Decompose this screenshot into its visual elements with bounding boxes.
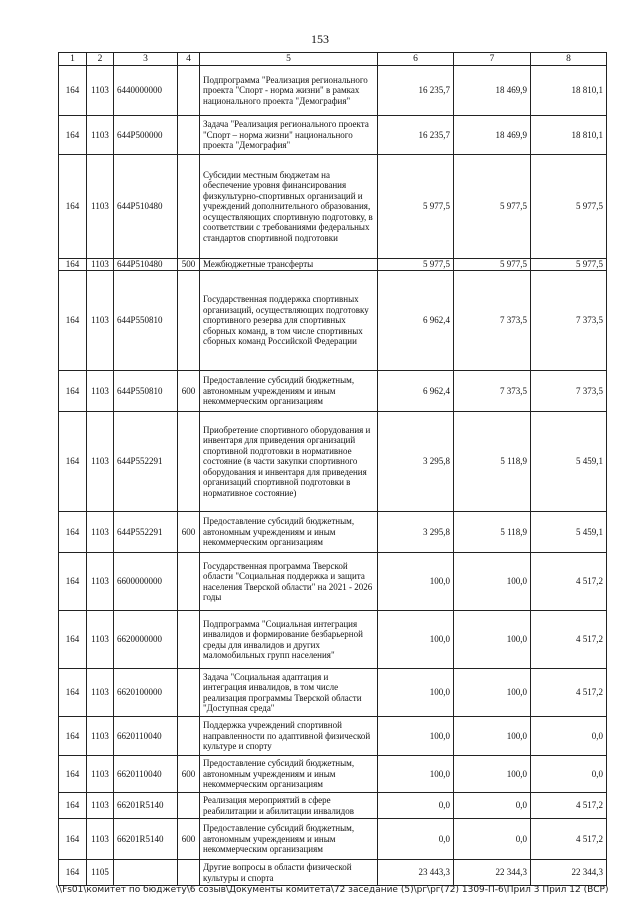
table-row [59, 271, 607, 371]
table-row [59, 717, 607, 756]
amount-year2-cell: 100,0 [454, 717, 531, 756]
column-number: 2 [87, 53, 114, 66]
agency-code-cell: 164 [59, 512, 87, 553]
amount-year1-cell: 3 295,8 [378, 512, 454, 553]
amount-year2-cell: 5 118,9 [454, 512, 531, 553]
description-cell: Государственная программа Тверской области "Социальная поддержка и защита населения Тверской области" на 2021 - 2026 годы [200, 553, 378, 611]
section-code-cell: 1105 [87, 860, 114, 886]
amount-year1-cell: 5 977,5 [378, 155, 454, 259]
section-code-cell: 1103 [87, 412, 114, 512]
target-article-cell: 6620110040 [114, 717, 178, 756]
amount-year1-cell: 0,0 [378, 819, 454, 860]
section-code-cell: 1103 [87, 271, 114, 371]
amount-year1-cell: 6 962,4 [378, 371, 454, 412]
amount-year2-cell: 100,0 [454, 611, 531, 669]
amount-year2-cell: 100,0 [454, 669, 531, 717]
target-article-cell: 644Р510480 [114, 259, 178, 271]
target-article-cell: 66201R5140 [114, 819, 178, 860]
column-number: 1 [59, 53, 87, 66]
description-cell: Субсидии местным бюджетам на обеспечение уровня финансирования физкультурно-спортивных организаций и учреждений дополнительного образования, осуществляющих спортивную подготовку, в соответствии с требованиями федеральных стандартов спортивной подготовки [200, 155, 378, 259]
target-article-cell: 6620000000 [114, 611, 178, 669]
amount-year3-cell: 5 977,5 [531, 155, 607, 259]
target-article-cell: 644Р550810 [114, 271, 178, 371]
amount-year2-cell: 100,0 [454, 553, 531, 611]
amount-year3-cell: 7 373,5 [531, 271, 607, 371]
agency-code-cell: 164 [59, 860, 87, 886]
amount-year1-cell: 100,0 [378, 611, 454, 669]
table-row [59, 553, 607, 611]
target-article-cell: 644Р500000 [114, 116, 178, 155]
table-row [59, 371, 607, 412]
page-number: 153 [311, 32, 329, 46]
description-cell: Приобретение спортивного оборудования и инвентаря для приведения организаций спортивной подготовки в нормативное состояние (в части закупки спортивного оборудования и инвентаря для приведения организаций спортивной подготовки в нормативное состояние) [200, 412, 378, 512]
expense-type-cell [178, 717, 200, 756]
amount-year3-cell: 7 373,5 [531, 371, 607, 412]
file-path-footer: \\Fs01\комитет по бюджету\6 созыв\Документы комитета\72 заседание (5)\рг\рг(72) 1309-П-6\Прил 3 Прил 12 (ВСР) [56, 885, 609, 895]
section-code-cell: 1103 [87, 819, 114, 860]
amount-year1-cell: 0,0 [378, 793, 454, 819]
expense-type-cell [178, 66, 200, 116]
amount-year2-cell: 22 344,3 [454, 860, 531, 886]
section-code-cell: 1103 [87, 717, 114, 756]
table-row [59, 512, 607, 553]
description-cell: Подпрограмма "Социальная интеграция инвалидов и формирование безбарьерной среды для инвалидов и других маломобильных групп населения" [200, 611, 378, 669]
expense-type-cell [178, 271, 200, 371]
amount-year1-cell: 100,0 [378, 756, 454, 793]
agency-code-cell: 164 [59, 756, 87, 793]
amount-year2-cell: 18 469,9 [454, 66, 531, 116]
agency-code-cell: 164 [59, 116, 87, 155]
table-row [59, 860, 607, 886]
description-cell: Государственная поддержка спортивных организаций, осуществляющих подготовку спортивного резерва для спортивных сборных команд, в том числе спортивных сборных команд Российской Федерации [200, 271, 378, 371]
expense-type-cell [178, 412, 200, 512]
description-cell: Предоставление субсидий бюджетным, автономным учреждениям и иным некоммерческим организациям [200, 819, 378, 860]
expense-type-cell [178, 793, 200, 819]
description-cell: Предоставление субсидий бюджетным, автономным учреждениям и иным некоммерческим организациям [200, 756, 378, 793]
section-code-cell: 1103 [87, 756, 114, 793]
amount-year1-cell: 100,0 [378, 553, 454, 611]
amount-year2-cell: 7 373,5 [454, 271, 531, 371]
target-article-cell: 6620110040 [114, 756, 178, 793]
target-article-cell: 6600000000 [114, 553, 178, 611]
agency-code-cell: 164 [59, 793, 87, 819]
section-code-cell: 1103 [87, 793, 114, 819]
expense-type-cell [178, 155, 200, 259]
amount-year3-cell: 4 517,2 [531, 669, 607, 717]
target-article-cell: 66201R5140 [114, 793, 178, 819]
agency-code-cell: 164 [59, 412, 87, 512]
budget-table [58, 52, 607, 886]
expense-type-cell: 500 [178, 259, 200, 271]
amount-year2-cell: 5 977,5 [454, 259, 531, 271]
expense-type-cell [178, 669, 200, 717]
agency-code-cell: 164 [59, 66, 87, 116]
column-number: 3 [114, 53, 178, 66]
amount-year2-cell: 18 469,9 [454, 116, 531, 155]
amount-year3-cell: 4 517,2 [531, 819, 607, 860]
description-cell: Предоставление субсидий бюджетным, автономным учреждениям и иным некоммерческим организациям [200, 512, 378, 553]
expense-type-cell: 600 [178, 371, 200, 412]
section-code-cell: 1103 [87, 66, 114, 116]
column-number: 7 [454, 53, 531, 66]
expense-type-cell: 600 [178, 756, 200, 793]
agency-code-cell: 164 [59, 717, 87, 756]
amount-year3-cell: 5 977,5 [531, 259, 607, 271]
target-article-cell [114, 860, 178, 886]
table-row [59, 819, 607, 860]
column-number: 5 [200, 53, 378, 66]
amount-year1-cell: 3 295,8 [378, 412, 454, 512]
section-code-cell: 1103 [87, 155, 114, 259]
amount-year3-cell: 18 810,1 [531, 66, 607, 116]
amount-year2-cell: 5 977,5 [454, 155, 531, 259]
agency-code-cell: 164 [59, 669, 87, 717]
target-article-cell: 644Р552291 [114, 512, 178, 553]
amount-year2-cell: 5 118,9 [454, 412, 531, 512]
column-number-row [59, 53, 607, 66]
description-cell: Поддержка учреждений спортивной направленности по адаптивной физической культуре и спорту [200, 717, 378, 756]
description-cell: Подпрограмма "Реализация регионального проекта "Спорт - норма жизни" в рамках национального проекта "Демография" [200, 66, 378, 116]
amount-year3-cell: 4 517,2 [531, 553, 607, 611]
expense-type-cell [178, 116, 200, 155]
table-row [59, 155, 607, 259]
expense-type-cell [178, 860, 200, 886]
agency-code-cell: 164 [59, 259, 87, 271]
table-row [59, 669, 607, 717]
amount-year1-cell: 6 962,4 [378, 271, 454, 371]
expense-type-cell: 600 [178, 512, 200, 553]
section-code-cell: 1103 [87, 371, 114, 412]
amount-year2-cell: 7 373,5 [454, 371, 531, 412]
table-row [59, 412, 607, 512]
target-article-cell: 6620100000 [114, 669, 178, 717]
section-code-cell: 1103 [87, 259, 114, 271]
amount-year2-cell: 100,0 [454, 756, 531, 793]
target-article-cell: 644Р552291 [114, 412, 178, 512]
expense-type-cell [178, 611, 200, 669]
amount-year3-cell: 0,0 [531, 756, 607, 793]
agency-code-cell: 164 [59, 611, 87, 669]
table-row [59, 66, 607, 116]
description-cell: Другие вопросы в области физической культуры и спорта [200, 860, 378, 886]
amount-year3-cell: 22 344,3 [531, 860, 607, 886]
agency-code-cell: 164 [59, 155, 87, 259]
description-cell: Межбюджетные трансферты [200, 259, 378, 271]
section-code-cell: 1103 [87, 611, 114, 669]
description-cell: Предоставление субсидий бюджетным, автономным учреждениям и иным некоммерческим организациям [200, 371, 378, 412]
amount-year1-cell: 100,0 [378, 669, 454, 717]
amount-year1-cell: 16 235,7 [378, 116, 454, 155]
amount-year3-cell: 0,0 [531, 717, 607, 756]
section-code-cell: 1103 [87, 512, 114, 553]
section-code-cell: 1103 [87, 116, 114, 155]
expense-type-cell: 600 [178, 819, 200, 860]
target-article-cell: 6440000000 [114, 66, 178, 116]
amount-year3-cell: 4 517,2 [531, 611, 607, 669]
amount-year2-cell: 0,0 [454, 793, 531, 819]
amount-year1-cell: 100,0 [378, 717, 454, 756]
agency-code-cell: 164 [59, 271, 87, 371]
section-code-cell: 1103 [87, 669, 114, 717]
amount-year2-cell: 0,0 [454, 819, 531, 860]
description-cell: Задача "Реализация регионального проекта "Спорт – норма жизни" национального проекта "Демография" [200, 116, 378, 155]
expense-type-cell [178, 553, 200, 611]
agency-code-cell: 164 [59, 371, 87, 412]
target-article-cell: 644Р550810 [114, 371, 178, 412]
target-article-cell: 644Р510480 [114, 155, 178, 259]
table-body [59, 53, 607, 886]
table-row [59, 259, 607, 271]
column-number: 4 [178, 53, 200, 66]
table-row [59, 116, 607, 155]
amount-year3-cell: 4 517,2 [531, 793, 607, 819]
amount-year1-cell: 23 443,3 [378, 860, 454, 886]
table-row [59, 611, 607, 669]
amount-year3-cell: 5 459,1 [531, 412, 607, 512]
section-code-cell: 1103 [87, 553, 114, 611]
table-row [59, 756, 607, 793]
column-number: 6 [378, 53, 454, 66]
column-number: 8 [531, 53, 607, 66]
table-row [59, 793, 607, 819]
amount-year1-cell: 16 235,7 [378, 66, 454, 116]
amount-year3-cell: 18 810,1 [531, 116, 607, 155]
description-cell: Задача "Социальная адаптация и интеграция инвалидов, в том числе реализация программы Тверской области "Доступная среда" [200, 669, 378, 717]
description-cell: Реализация мероприятий в сфере реабилитации и абилитации инвалидов [200, 793, 378, 819]
agency-code-cell: 164 [59, 553, 87, 611]
amount-year1-cell: 5 977,5 [378, 259, 454, 271]
agency-code-cell: 164 [59, 819, 87, 860]
amount-year3-cell: 5 459,1 [531, 512, 607, 553]
